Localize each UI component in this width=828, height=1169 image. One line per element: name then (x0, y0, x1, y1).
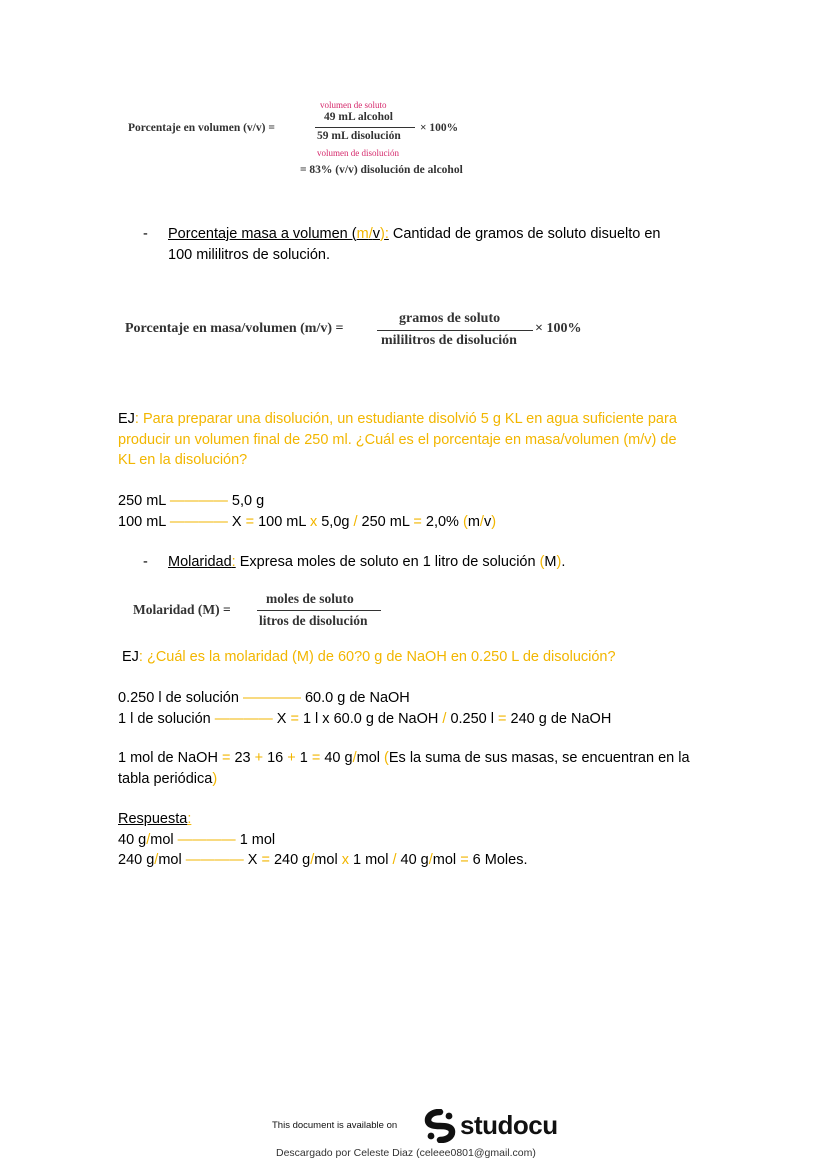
bullet-mv-term: Porcentaje masa a volumen (m/v): (168, 226, 389, 242)
formula-mv-denominator: mililitros de disolución (381, 333, 517, 348)
formula-mol-numerator: moles de soluto (266, 591, 354, 606)
calc3-line1: 1 mol de NaOH = 23 + 16 + 1 = 40 g/mol (Es la suma de sus masas, se encuentran en la (118, 750, 690, 766)
formula-vv-denominator: 59 mL disolución (317, 130, 401, 142)
formula-vv-bar (315, 127, 415, 128)
example2-ej: EJ (122, 649, 139, 665)
calc2 (118, 688, 718, 729)
formula-mol-denominator: litros de disolución (259, 613, 368, 628)
formula-mv (125, 308, 605, 358)
bullet-dash-mol: - (143, 554, 148, 570)
formula-vv-times: × 100% (420, 122, 459, 134)
studocu-brand[interactable]: studocu (460, 1110, 558, 1140)
calc3 (118, 748, 718, 789)
formula-mol (133, 590, 393, 634)
bullet-dash-mv: - (143, 226, 148, 242)
formula-mv-times: × 100% (535, 321, 582, 336)
calc3-line2: tabla periódica) (118, 770, 218, 787)
calc2-row2: 1 l de solución ———— X = 1 l x 60.0 g de NaOH / 0.250 l = 240 g de NaOH (118, 710, 612, 727)
calc1-row2: 100 mL ———— X = 100 mL x 5,0g / 250 mL = 2,0% (m/v) (118, 513, 497, 530)
studocu-logo-icon[interactable] (424, 1109, 456, 1143)
example1-line3: KL en la disolución? (118, 452, 248, 468)
bullet-mol: Molaridad: Expresa moles de soluto en 1 litro de solución (M). (168, 554, 566, 570)
formula-vv-numerator: 49 mL alcohol (324, 111, 394, 123)
footer-available: This document is available on (272, 1120, 398, 1131)
formula-vv-result: = 83% (v/v) disolución de alcohol (300, 164, 463, 176)
formula-mv-numerator: gramos de soluto (399, 311, 501, 326)
answer-row1: 40 g/mol ———— 1 mol (118, 831, 276, 848)
answer-row2: 240 g/mol ———— X = 240 g/mol x 1 mol / 40 g/mol = 6 Moles. (118, 852, 528, 868)
example2 (122, 647, 722, 668)
example1-line2: producir un volumen final de 250 ml. ¿Cuál es el porcentaje en masa/volumen (m/v) de (118, 431, 677, 448)
formula-mv-label: Porcentaje en masa/volumen (m/v) = (125, 321, 344, 336)
example1 (118, 409, 718, 471)
formula-vv-num-note: volumen de soluto (320, 100, 387, 110)
footer-downloaded: Descargado por Celeste Diaz (celeee0801@gmail.com) (276, 1147, 536, 1159)
bullet-mv-desc: Cantidad de gramos de soluto disuelto en (388, 226, 661, 242)
formula-mv-bar (377, 330, 533, 331)
formula-mol-label: Molaridad (M) = (133, 602, 231, 617)
example2-question: : ¿Cuál es la molaridad (M) de 60?0 g de NaOH en 0.250 L de disolución? (138, 649, 616, 665)
answer (118, 809, 718, 871)
formula-mol-bar (257, 610, 381, 611)
formula-vv-den-note: volumen de disolución (317, 148, 399, 158)
calc1-row1: 250 mL ———— 5,0 g (118, 493, 265, 509)
formula-vv-label: Porcentaje en volumen (v/v) = (128, 122, 275, 134)
answer-title: Respuesta: (118, 811, 192, 827)
example1-ej: EJ (118, 411, 135, 427)
bullet-mv (168, 224, 728, 265)
bullet-mv-line2: 100 mililitros de solución. (168, 246, 330, 263)
formula-vv (128, 100, 528, 180)
calc1 (118, 491, 718, 532)
bullet-mv-line1 (168, 224, 728, 245)
calc2-row1: 0.250 l de solución ———— 60.0 g de NaOH (118, 690, 410, 706)
bullet-mol-term: Molaridad: (168, 554, 236, 570)
example1-line1: EJ: Para preparar una disolución, un estudiante disolvió 5 g KL en agua suficiente para (118, 411, 677, 427)
